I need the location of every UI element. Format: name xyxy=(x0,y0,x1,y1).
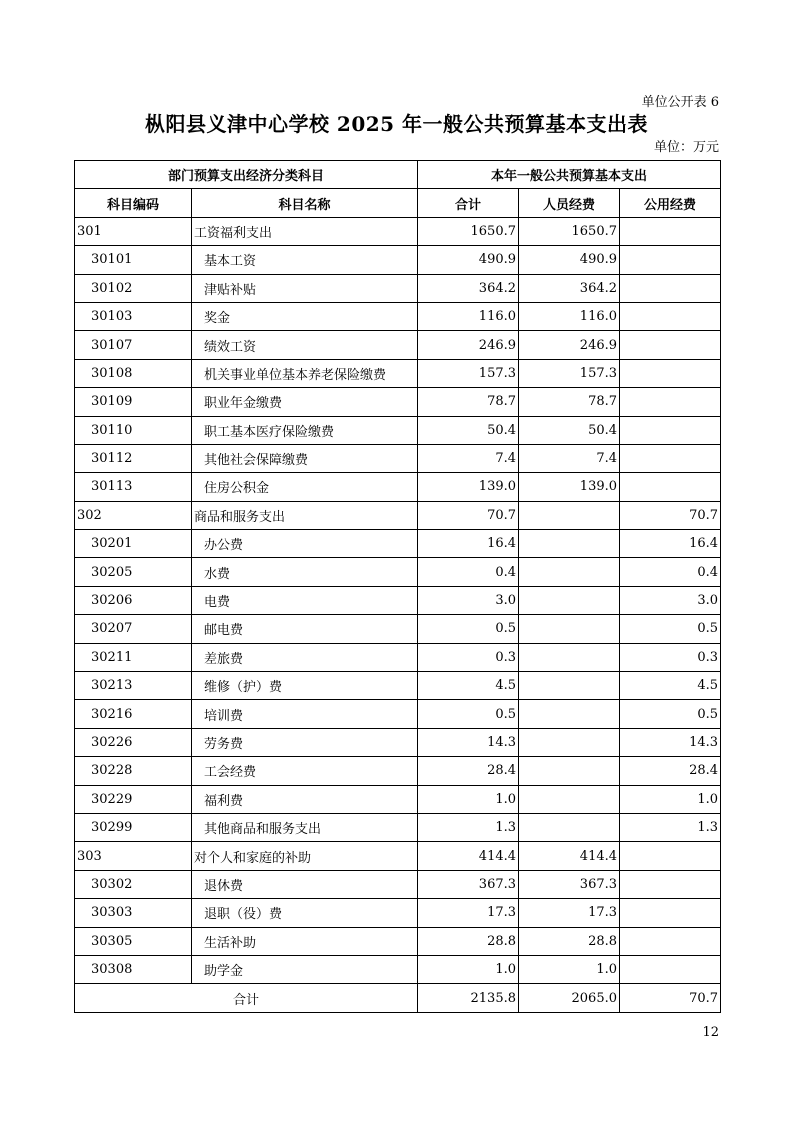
row-code: 30108 xyxy=(75,359,192,387)
row-personnel: 414.4 xyxy=(519,842,620,870)
table-row xyxy=(75,927,721,955)
row-name: 工资福利支出 xyxy=(192,217,418,245)
row-name: 对个人和家庭的补助 xyxy=(192,842,418,870)
row-personnel xyxy=(519,813,620,841)
row-public xyxy=(620,473,721,501)
header-code: 科目编码 xyxy=(75,189,192,217)
row-personnel: 364.2 xyxy=(519,274,620,302)
row-name: 住房公积金 xyxy=(192,473,418,501)
row-personnel xyxy=(519,757,620,785)
row-code: 30303 xyxy=(75,899,192,927)
page-number: 12 xyxy=(702,1025,719,1040)
row-public: 0.4 xyxy=(620,558,721,586)
row-personnel xyxy=(519,615,620,643)
row-public: 1.0 xyxy=(620,785,721,813)
row-public xyxy=(620,899,721,927)
row-total: 17.3 xyxy=(418,899,519,927)
row-code: 30103 xyxy=(75,302,192,330)
row-name: 绩效工资 xyxy=(192,331,418,359)
table-row xyxy=(75,700,721,728)
row-name: 津贴补贴 xyxy=(192,274,418,302)
row-personnel: 50.4 xyxy=(519,416,620,444)
row-code: 30299 xyxy=(75,813,192,841)
row-personnel: 157.3 xyxy=(519,359,620,387)
row-public xyxy=(620,927,721,955)
row-personnel xyxy=(519,501,620,529)
row-total: 157.3 xyxy=(418,359,519,387)
row-code: 30112 xyxy=(75,444,192,472)
table-row xyxy=(75,416,721,444)
table-row xyxy=(75,785,721,813)
row-name: 商品和服务支出 xyxy=(192,501,418,529)
table-row xyxy=(75,246,721,274)
row-code: 30102 xyxy=(75,274,192,302)
table-row xyxy=(75,643,721,671)
row-public: 14.3 xyxy=(620,728,721,756)
row-code: 301 xyxy=(75,217,192,245)
row-public xyxy=(620,444,721,472)
table-row xyxy=(75,359,721,387)
row-public: 0.3 xyxy=(620,643,721,671)
row-total: 367.3 xyxy=(418,870,519,898)
row-name: 基本工资 xyxy=(192,246,418,274)
row-code: 30109 xyxy=(75,388,192,416)
header-name: 科目名称 xyxy=(192,189,418,217)
row-name: 退休费 xyxy=(192,870,418,898)
totals-row xyxy=(75,984,721,1012)
row-total: 414.4 xyxy=(418,842,519,870)
row-code: 30229 xyxy=(75,785,192,813)
row-personnel xyxy=(519,586,620,614)
row-public xyxy=(620,217,721,245)
row-total: 7.4 xyxy=(418,444,519,472)
row-personnel xyxy=(519,643,620,671)
row-name: 职工基本医疗保险缴费 xyxy=(192,416,418,444)
row-personnel xyxy=(519,672,620,700)
row-personnel xyxy=(519,530,620,558)
row-code: 30228 xyxy=(75,757,192,785)
table-row xyxy=(75,501,721,529)
table-row xyxy=(75,217,721,245)
table-row xyxy=(75,558,721,586)
row-personnel: 28.8 xyxy=(519,927,620,955)
row-total: 16.4 xyxy=(418,530,519,558)
row-personnel: 17.3 xyxy=(519,899,620,927)
totals-label: 合计 xyxy=(75,984,418,1012)
row-total: 1.3 xyxy=(418,813,519,841)
row-code: 30207 xyxy=(75,615,192,643)
row-name: 机关事业单位基本养老保险缴费 xyxy=(192,359,418,387)
row-public: 0.5 xyxy=(620,700,721,728)
row-name: 差旅费 xyxy=(192,643,418,671)
header-group-basic-expenditure: 本年一般公共预算基本支出 xyxy=(418,161,721,189)
row-name: 维修（护）费 xyxy=(192,672,418,700)
row-public: 3.0 xyxy=(620,586,721,614)
row-total: 1650.7 xyxy=(418,217,519,245)
row-public xyxy=(620,870,721,898)
table-row xyxy=(75,672,721,700)
row-code: 30213 xyxy=(75,672,192,700)
row-name: 助学金 xyxy=(192,955,418,983)
table-header-group-row xyxy=(75,161,721,189)
row-public: 4.5 xyxy=(620,672,721,700)
row-public: 1.3 xyxy=(620,813,721,841)
table-row xyxy=(75,388,721,416)
table-row xyxy=(75,331,721,359)
row-public: 70.7 xyxy=(620,501,721,529)
row-name: 其他商品和服务支出 xyxy=(192,813,418,841)
row-public: 28.4 xyxy=(620,757,721,785)
row-public xyxy=(620,388,721,416)
row-total: 1.0 xyxy=(418,785,519,813)
row-personnel: 1.0 xyxy=(519,955,620,983)
row-personnel: 246.9 xyxy=(519,331,620,359)
table-row xyxy=(75,530,721,558)
row-name: 工会经费 xyxy=(192,757,418,785)
table-row xyxy=(75,728,721,756)
row-code: 30216 xyxy=(75,700,192,728)
table-row xyxy=(75,473,721,501)
row-total: 3.0 xyxy=(418,586,519,614)
totals-public: 70.7 xyxy=(620,984,721,1012)
table-body xyxy=(75,217,721,984)
row-code: 30226 xyxy=(75,728,192,756)
row-name: 退职（役）费 xyxy=(192,899,418,927)
row-personnel: 1650.7 xyxy=(519,217,620,245)
row-total: 50.4 xyxy=(418,416,519,444)
row-name: 水费 xyxy=(192,558,418,586)
table-row xyxy=(75,899,721,927)
table-row xyxy=(75,842,721,870)
row-total: 28.8 xyxy=(418,927,519,955)
row-total: 139.0 xyxy=(418,473,519,501)
table-header-row xyxy=(75,189,721,217)
table-row xyxy=(75,586,721,614)
row-name: 福利费 xyxy=(192,785,418,813)
row-code: 30101 xyxy=(75,246,192,274)
row-total: 0.5 xyxy=(418,615,519,643)
row-code: 30205 xyxy=(75,558,192,586)
totals-total: 2135.8 xyxy=(418,984,519,1012)
row-total: 4.5 xyxy=(418,672,519,700)
page-title: 枞阳县义津中心学校 2025 年一般公共预算基本支出表 xyxy=(144,112,649,136)
row-name: 生活补助 xyxy=(192,927,418,955)
row-code: 30201 xyxy=(75,530,192,558)
row-personnel: 367.3 xyxy=(519,870,620,898)
header-public: 公用经费 xyxy=(620,189,721,217)
row-public xyxy=(620,246,721,274)
row-public xyxy=(620,416,721,444)
row-public xyxy=(620,331,721,359)
table-row xyxy=(75,302,721,330)
row-code: 30113 xyxy=(75,473,192,501)
row-total: 490.9 xyxy=(418,246,519,274)
row-name: 职业年金缴费 xyxy=(192,388,418,416)
row-personnel: 78.7 xyxy=(519,388,620,416)
row-total: 70.7 xyxy=(418,501,519,529)
row-personnel xyxy=(519,700,620,728)
table-number-label: 单位公开表 6 xyxy=(641,95,719,110)
header-total: 合计 xyxy=(418,189,519,217)
row-total: 116.0 xyxy=(418,302,519,330)
row-personnel xyxy=(519,785,620,813)
row-code: 303 xyxy=(75,842,192,870)
row-total: 364.2 xyxy=(418,274,519,302)
row-total: 28.4 xyxy=(418,757,519,785)
row-code: 30107 xyxy=(75,331,192,359)
row-code: 30211 xyxy=(75,643,192,671)
table-row xyxy=(75,870,721,898)
row-total: 0.5 xyxy=(418,700,519,728)
row-name: 培训费 xyxy=(192,700,418,728)
budget-table xyxy=(74,160,721,1013)
row-name: 其他社会保障缴费 xyxy=(192,444,418,472)
row-personnel: 139.0 xyxy=(519,473,620,501)
row-name: 劳务费 xyxy=(192,728,418,756)
row-name: 办公费 xyxy=(192,530,418,558)
table-row xyxy=(75,813,721,841)
row-total: 1.0 xyxy=(418,955,519,983)
row-public xyxy=(620,274,721,302)
row-code: 302 xyxy=(75,501,192,529)
table-row xyxy=(75,444,721,472)
header-personnel: 人员经费 xyxy=(519,189,620,217)
table-row xyxy=(75,955,721,983)
row-code: 30302 xyxy=(75,870,192,898)
totals-personnel: 2065.0 xyxy=(519,984,620,1012)
row-personnel: 7.4 xyxy=(519,444,620,472)
row-personnel xyxy=(519,558,620,586)
row-public xyxy=(620,302,721,330)
table-row xyxy=(75,274,721,302)
row-name: 奖金 xyxy=(192,302,418,330)
row-total: 0.3 xyxy=(418,643,519,671)
table-row xyxy=(75,757,721,785)
header-group-economic-class: 部门预算支出经济分类科目 xyxy=(75,161,418,189)
row-public xyxy=(620,842,721,870)
row-public: 16.4 xyxy=(620,530,721,558)
row-public xyxy=(620,955,721,983)
row-public: 0.5 xyxy=(620,615,721,643)
row-name: 邮电费 xyxy=(192,615,418,643)
table-row xyxy=(75,615,721,643)
row-personnel: 116.0 xyxy=(519,302,620,330)
row-personnel xyxy=(519,728,620,756)
row-personnel: 490.9 xyxy=(519,246,620,274)
row-total: 78.7 xyxy=(418,388,519,416)
row-public xyxy=(620,359,721,387)
row-code: 30110 xyxy=(75,416,192,444)
row-total: 0.4 xyxy=(418,558,519,586)
row-code: 30305 xyxy=(75,927,192,955)
row-code: 30308 xyxy=(75,955,192,983)
row-total: 14.3 xyxy=(418,728,519,756)
row-code: 30206 xyxy=(75,586,192,614)
unit-label: 单位：万元 xyxy=(653,140,719,155)
row-total: 246.9 xyxy=(418,331,519,359)
row-name: 电费 xyxy=(192,586,418,614)
